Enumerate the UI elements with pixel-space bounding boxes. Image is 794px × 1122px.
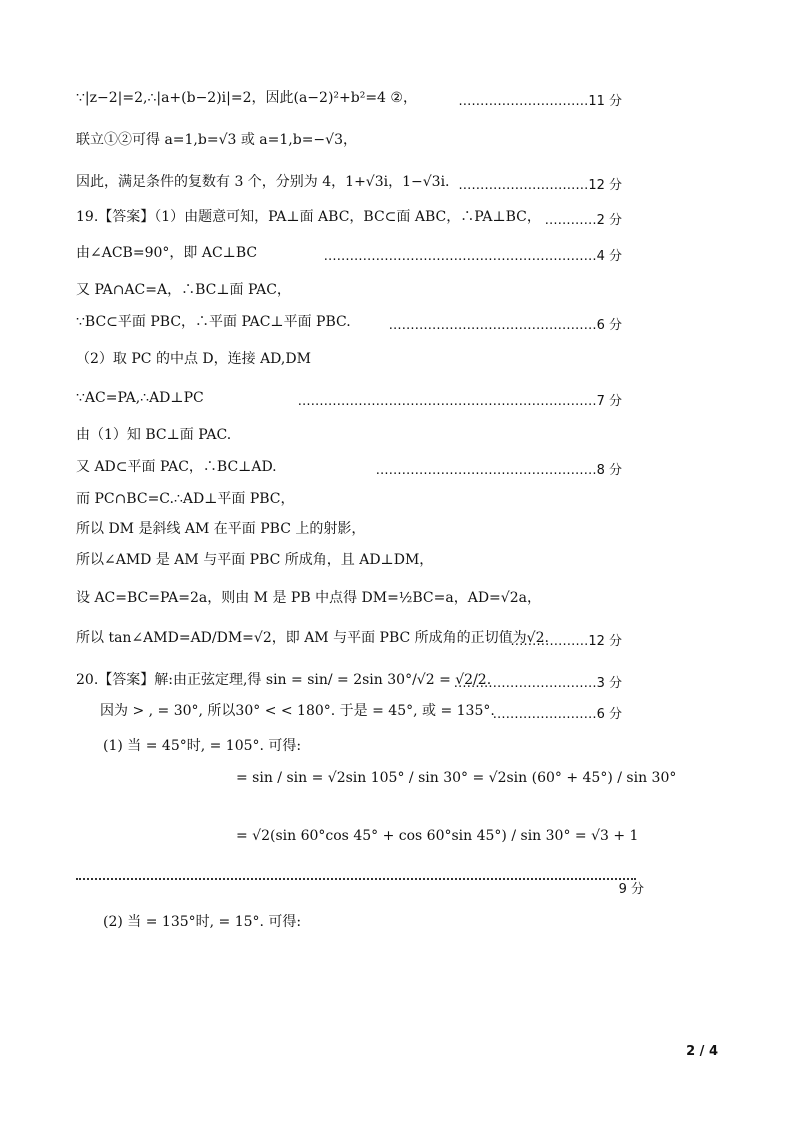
- score-4: ………………………………………………………4 分: [323, 249, 622, 264]
- text: 所以∠AMD 是 AM 与平面 PBC 所成角，且 AD⊥DM，: [76, 552, 434, 568]
- text: 所以 DM 是斜线 AM 在平面 PBC 上的射影，: [76, 521, 366, 537]
- score-6b: ……………………6 分: [492, 707, 622, 722]
- text: 因此，满足条件的复数有 3 个，分别为 4，1+√3i，1−√3i.: [76, 174, 450, 190]
- score-7: ……………………………………………………………7 分: [297, 394, 622, 409]
- line-angle-amd: [76, 550, 794, 570]
- text: 由∠ACB=90°，即 AC⊥BC: [76, 245, 258, 261]
- text: 又 PA∩AC=A，∴BC⊥面 PAC，: [76, 282, 291, 298]
- line-case1: [103, 736, 794, 756]
- text: 19.【答案】（1）由题意可知，PA⊥面 ABC，BC⊂面 ABC，∴PA⊥BC，: [76, 209, 541, 225]
- line-solve-ab: [76, 130, 794, 150]
- line-case2: [103, 912, 794, 932]
- line-part2: [76, 349, 794, 369]
- line-pa-ac: [76, 280, 794, 300]
- line-set-ac: [76, 588, 794, 608]
- text: 所以 tan∠AMD=AD/DM=√2，即 AM 与平面 PBC 所成角的正切值为√2.: [76, 630, 549, 646]
- score-9: 9 分: [618, 882, 644, 897]
- line-tan-amd: [76, 628, 794, 648]
- text: ∵AC=PA,∴AD⊥PC: [76, 390, 204, 406]
- line-19-answer: [76, 207, 794, 227]
- text: 联立①②可得 a=1,b=√3 或 a=1,b=−√3，: [76, 132, 357, 148]
- page-number: 2 / 4: [686, 1044, 718, 1059]
- text: 设 AC=BC=PA=2a，则由 M 是 PB 中点得 DM=½BC=a，AD=√2a，: [76, 590, 541, 606]
- text: 20.【答案】解:由正弦定理,得 sin = sin/ = 2sin 30°/√2 = √2/2.: [76, 672, 492, 688]
- line-z-modulus: [76, 88, 794, 108]
- text: （2）取 PC 的中点 D，连接 AD,DM: [76, 351, 311, 367]
- line-because: [100, 701, 794, 721]
- score-6: …………………………………………6 分: [388, 318, 622, 333]
- score-8: ……………………………………………8 分: [375, 463, 622, 478]
- line-projection: [76, 519, 794, 539]
- score-11: …………………………11 分: [458, 94, 622, 109]
- text: 因为 > , = 30°, 所以30° < < 180°. 于是 = 45°, 或 = 135°.: [100, 703, 495, 719]
- score-3: ……………………………3 分: [453, 676, 622, 691]
- text: (2) 当 = 135°时, = 15°. 可得:: [103, 914, 302, 930]
- equation-1: = sin / sin = √2sin 105° / sin 30° = √2sin (60° + 45°) / sin 30°: [236, 770, 677, 786]
- text: 由（1）知 BC⊥面 PAC.: [76, 427, 232, 443]
- line-20-answer: [76, 670, 794, 690]
- text: ∵|z−2|=2,∴|a+(b−2)i|=2，因此(a−2)²+b²=4 ②，: [76, 90, 417, 106]
- line-bc-pac: [76, 425, 794, 445]
- line-ad-pbc: [76, 489, 794, 509]
- equation-2: = √2(sin 60°cos 45° + cos 60°sin 45°) / sin 30° = √3 + 1: [236, 828, 639, 844]
- text: (1) 当 = 45°时, = 105°. 可得:: [103, 738, 302, 754]
- score-12b: ………………12 分: [510, 634, 622, 649]
- dotted-leader: [76, 878, 636, 880]
- text: ∵BC⊂平面 PBC，∴平面 PAC⊥平面 PBC.: [76, 314, 351, 330]
- score-12: …………………………12 分: [458, 178, 622, 193]
- line-three-complex: [76, 172, 794, 192]
- score-2: …………2 分: [544, 213, 622, 228]
- text: 又 AD⊂平面 PAC，∴BC⊥AD.: [76, 459, 277, 475]
- text: 而 PC∩BC=C.∴AD⊥平面 PBC，: [76, 491, 295, 507]
